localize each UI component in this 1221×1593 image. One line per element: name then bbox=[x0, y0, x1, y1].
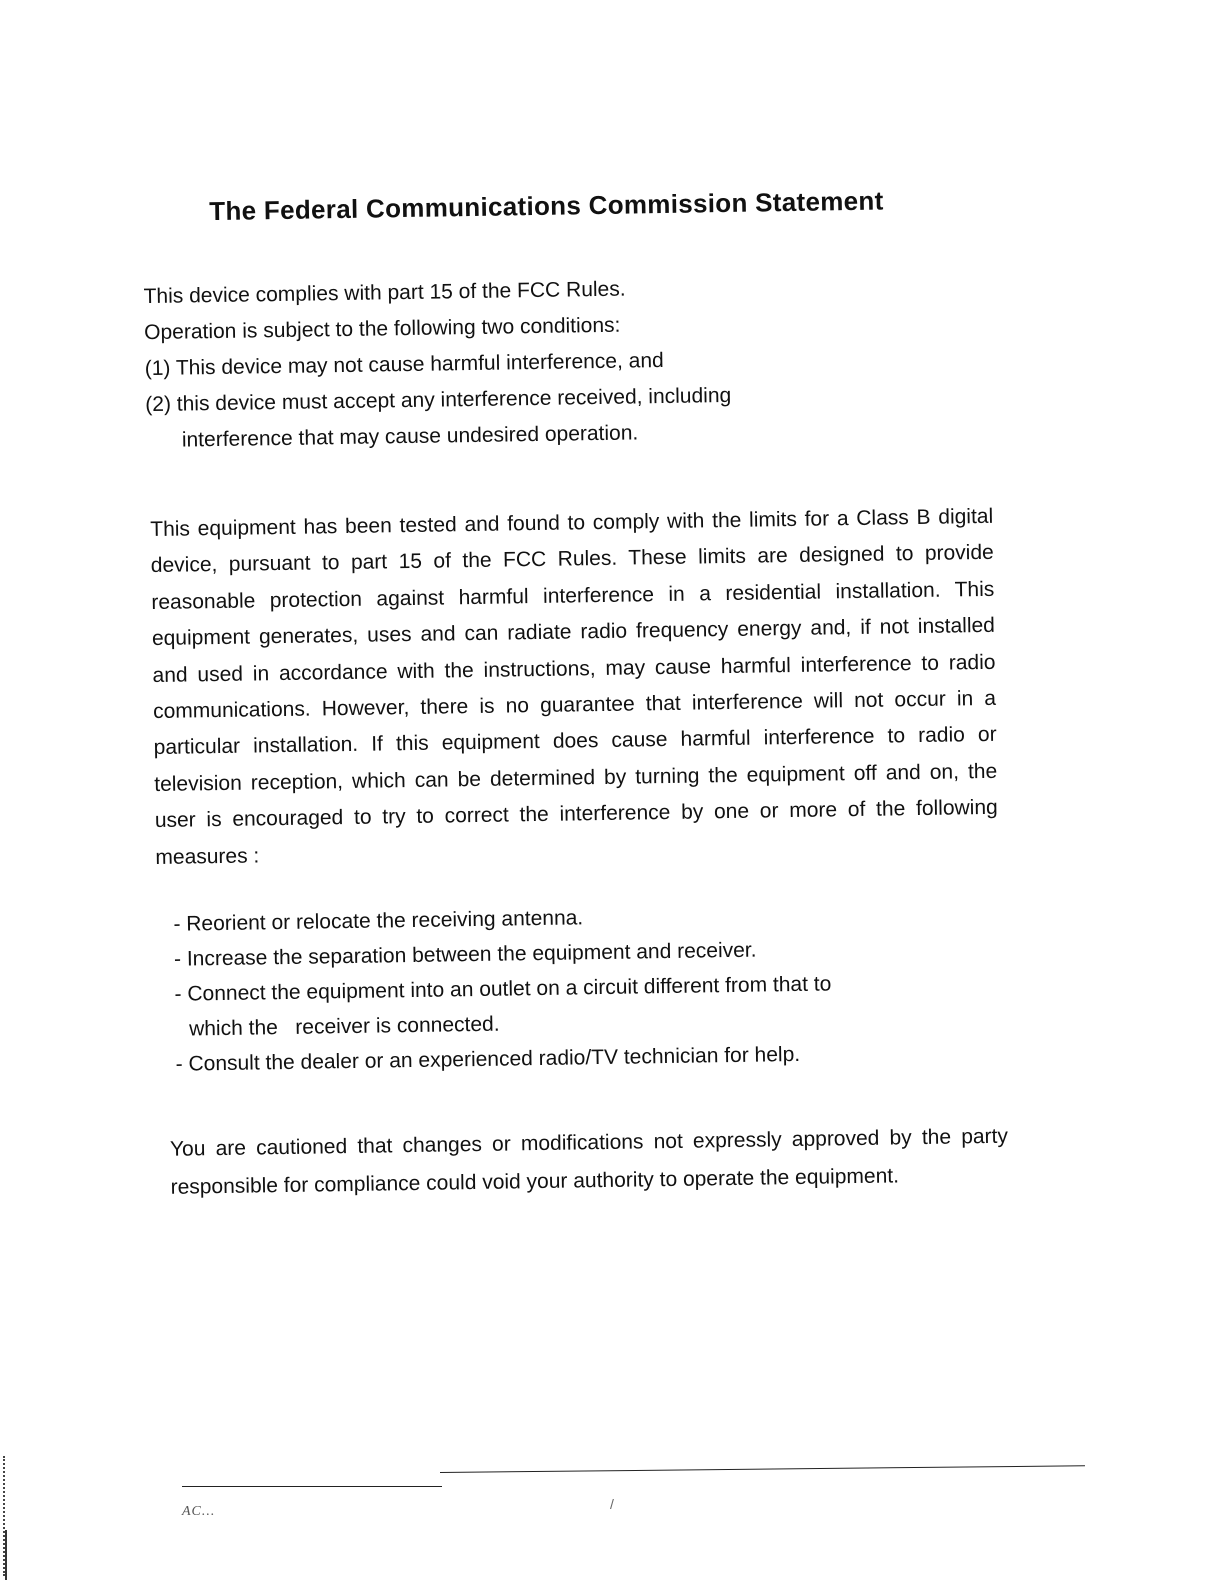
condition-2: (2) this device must accept any interference received, including bbox=[145, 383, 732, 417]
measure-item-continued: which the receiver is connected. bbox=[188, 1012, 500, 1041]
scan-edge-mark bbox=[5, 1530, 7, 1580]
measures-list bbox=[173, 896, 832, 1081]
measure-item: - Reorient or relocate the receiving antenna. bbox=[173, 906, 584, 936]
measure-item: - Connect the equipment into an outlet on a circuit different from that to bbox=[174, 972, 832, 1006]
caution-paragraph: You are cautioned that changes or modifications not expressly approved by the party responsible for compliance could void your authority to operate the equipment. bbox=[169, 1124, 1009, 1199]
condition-1: (1) This device may not cause harmful interference, and bbox=[144, 348, 664, 381]
measure-item: - Increase the separation between the equipment and receiver. bbox=[173, 938, 757, 971]
page-title: The Federal Communications Commission Statement bbox=[209, 185, 884, 227]
footer-rule bbox=[182, 1486, 442, 1487]
intro-line-1: This device complies with part 15 of the FCC Rules. bbox=[143, 277, 626, 309]
measure-item: - Consult the dealer or an experienced radio/TV technician for help. bbox=[175, 1042, 801, 1076]
condition-2-continued: interference that may cause undesired operation. bbox=[181, 421, 639, 452]
intro-line-2: Operation is subject to the following two conditions: bbox=[143, 313, 621, 345]
footer-page-mark: / bbox=[610, 1496, 614, 1512]
compliance-paragraph: This equipment has been tested and found to comply with the limits for a Class B digital device, pursuant to part 15 of the FCC Rules. These limits are designed to provide reasonable protection against harmful interference in a residential installation. This equipment generates, uses and can radiate radio frequency energy and, if not installed and used in accordance with the instructions, may cause harmful interference to radio communications. However, there is no guarantee that interference will not occur in a particular installation. If this equipment does cause harmful interference to radio or television reception, which can be determined by turning the equipment off and on, the user is encouraged to try to correct the interference by one or more of the following measures : bbox=[150, 504, 998, 869]
footer-text: AC... bbox=[182, 1504, 216, 1519]
intro-conditions bbox=[143, 270, 732, 459]
